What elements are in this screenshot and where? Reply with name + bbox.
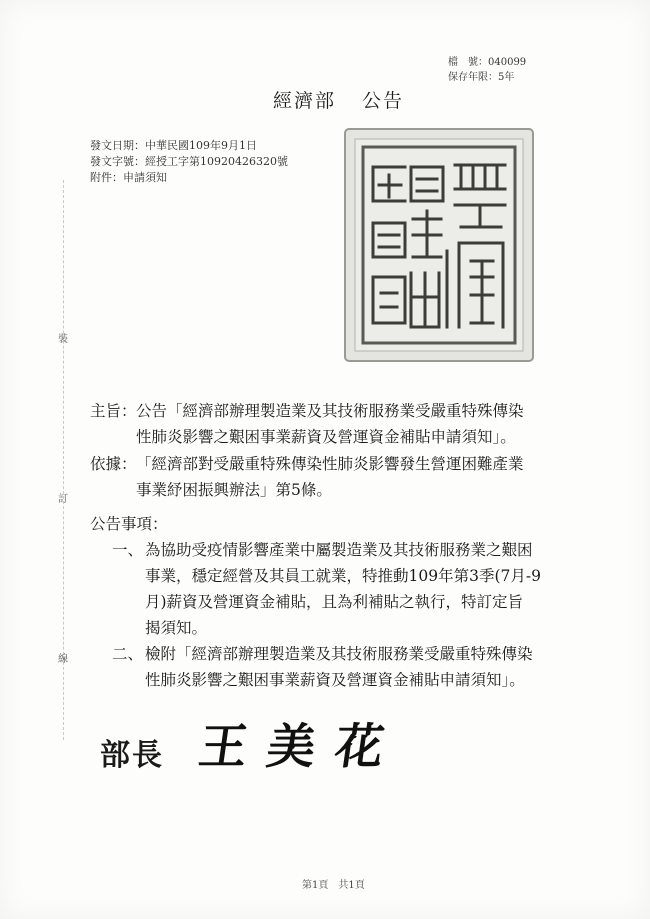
file-number: 檔 號：040099 bbox=[448, 57, 527, 68]
reference-number: 發文字號：經授工字第10920426320號 bbox=[90, 155, 288, 168]
notice-item-number: 一、 bbox=[112, 541, 144, 559]
basis-line: 事業紓困振興辦法」第5條。 bbox=[136, 481, 332, 499]
notice-label: 公告事項： bbox=[90, 515, 168, 533]
attachment-note: 附件：申請須知 bbox=[90, 171, 167, 184]
subject-label: 主旨： bbox=[90, 402, 137, 420]
binding-mark-ding: 訂 bbox=[58, 494, 68, 505]
subject-line: 公告「經濟部辦理製造業及其技術服務業受嚴重特殊傳染 bbox=[136, 402, 524, 420]
notice-item-line: 揭須知。 bbox=[145, 619, 208, 637]
doc-type: 公告 bbox=[362, 90, 405, 112]
binding-mark-zhuang: 裝 bbox=[58, 334, 68, 345]
issue-date: 發文日期：中華民國109年9月1日 bbox=[90, 139, 257, 152]
signatory-signature: 王美花 bbox=[195, 719, 408, 775]
signatory-title: 部長 bbox=[100, 738, 164, 773]
page-title bbox=[273, 86, 404, 113]
notice-item-number: 二、 bbox=[112, 645, 144, 663]
document-meta bbox=[90, 138, 288, 186]
binding-mark-xian: 線 bbox=[58, 654, 68, 665]
notice-item-line: 事業，穩定經營及其員工就業，特推動109年第3季(7月-9 bbox=[145, 567, 541, 585]
subject-line: 性肺炎影響之艱困事業薪資及營運資金補貼申請須知」。 bbox=[136, 428, 516, 446]
notice-item-line: 為協助受疫情影響產業中屬製造業及其技術服務業之艱困 bbox=[145, 541, 533, 559]
notice-item-line: 檢附「經濟部辦理製造業及其技術服務業受嚴重特殊傳染 bbox=[145, 645, 533, 663]
agency-name: 經濟部 bbox=[273, 90, 337, 112]
basis-line: 「經濟部對受嚴重特殊傳染性肺炎影響發生營運困難產業 bbox=[136, 455, 524, 473]
retention-period: 保存年限：5年 bbox=[448, 72, 515, 83]
notice-item-line: 性肺炎影響之艱困事業薪資及營運資金補貼申請須知」。 bbox=[145, 671, 525, 689]
notice-item-line: 月)薪資及營運資金補貼，且為利補貼之執行，特訂定旨 bbox=[145, 593, 524, 611]
basis-label: 依據： bbox=[90, 455, 137, 473]
official-seal-stamp bbox=[343, 127, 535, 363]
page-number: 第1頁 共1頁 bbox=[302, 880, 365, 891]
file-meta bbox=[448, 55, 526, 85]
